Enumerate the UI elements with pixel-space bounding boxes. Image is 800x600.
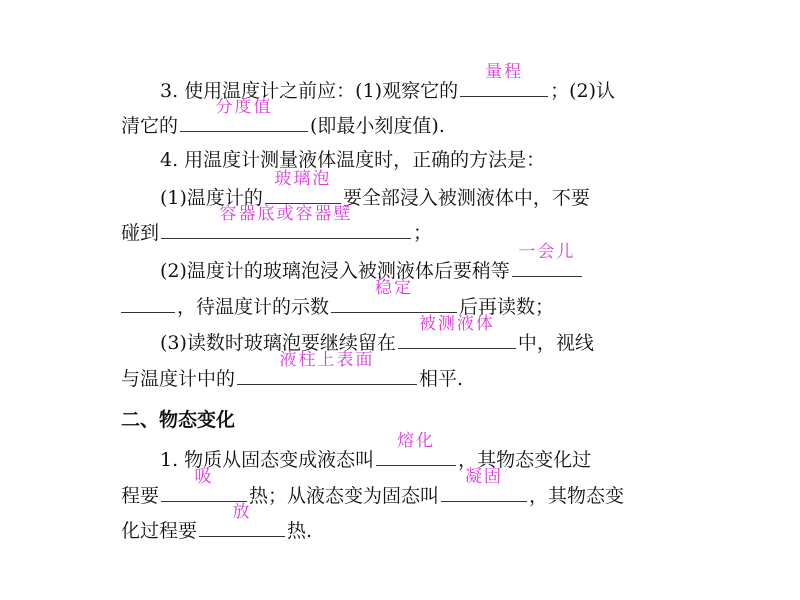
q4-line-7 [121,350,464,394]
q4-text-p3a: (3)读数时玻璃泡要继续留在 [160,332,396,354]
section2-heading [121,405,235,435]
q4-blank-surface [237,350,417,385]
answer-column-surface: 液柱上表面 [279,350,375,370]
s2-text-2b: 热；从液态变为固态叫 [249,485,440,507]
q4-blank-bulb [265,169,341,204]
q4-line-1 [160,145,545,175]
q4-text-p2c: 后再读数； [459,296,555,318]
s2-text-1b: ，其物态变化过 [458,449,592,471]
q4-text-p1c: 碰到 [121,222,160,244]
q3-line-2 [121,97,445,141]
answer-stable: 稳定 [375,278,414,298]
s2-text-2c: ，其物态变 [529,485,625,507]
s2-text-3a: 化过程要 [121,520,198,542]
q4-blank-wait-continued [121,290,175,313]
q3-blank-division [180,97,308,132]
q4-blank-bottom [161,204,411,239]
answer-division-value: 分度值 [215,97,273,117]
section2-heading-text: 二、物态变化 [121,409,236,431]
answer-melting: 熔化 [397,431,436,451]
answer-release: 放 [232,502,252,522]
answer-bulb: 玻璃泡 [274,169,332,189]
q4-blank-liquid [398,314,516,349]
s2-line-2 [121,467,625,511]
q3-blank-range [460,62,548,97]
answer-solidify: 凝固 [465,467,504,487]
answer-container-bottom: 容器底或容器壁 [219,204,353,224]
q3-text-2b: (即最小刻度值). [310,115,445,137]
q4-text-p3c: 与温度计中的 [121,368,236,390]
q4-text-p2a: (2)温度计的玻璃泡浸入被测液体后要稍等 [160,260,510,282]
s2-blank-absorb [161,467,247,502]
q3-text-2a: 清它的 [121,115,179,137]
q4-blank-wait [512,242,582,277]
q4-text-p1d: ； [413,222,433,244]
q4-blank-stable [331,278,457,313]
s2-text-2a: 程要 [121,485,160,507]
s2-line-3 [121,502,313,546]
answer-measured-liquid: 被测液体 [418,314,495,334]
q3-text-1b: ；(2)认 [550,80,616,102]
s2-blank-solidify [441,467,527,502]
answer-wait: 一会儿 [518,242,576,262]
q4-text-p2b: ，待温度计的示数 [177,296,330,318]
answer-range: 量程 [485,62,524,82]
q4-text-p3b: 中，视线 [517,332,594,354]
q4-text-p3d: 相平. [419,368,464,390]
s2-text-3b: 热. [287,520,313,542]
q4-line-3 [121,204,433,248]
q3-text-1a: 3. 使用温度计之前应：(1)观察它的 [160,80,459,102]
q4-text-1: 4. 用温度计测量液体温度时，正确的方法是： [160,149,546,171]
s2-blank-release [199,502,285,537]
s2-text-1a: 1. 物质从固态变成液态叫 [160,449,375,471]
s2-blank-melting [376,431,456,466]
q4-text-p1a: (1)温度计的 [160,187,263,209]
q4-text-p1b: 要全部浸入被测液体中，不要 [342,187,590,209]
answer-absorb: 吸 [194,467,214,487]
